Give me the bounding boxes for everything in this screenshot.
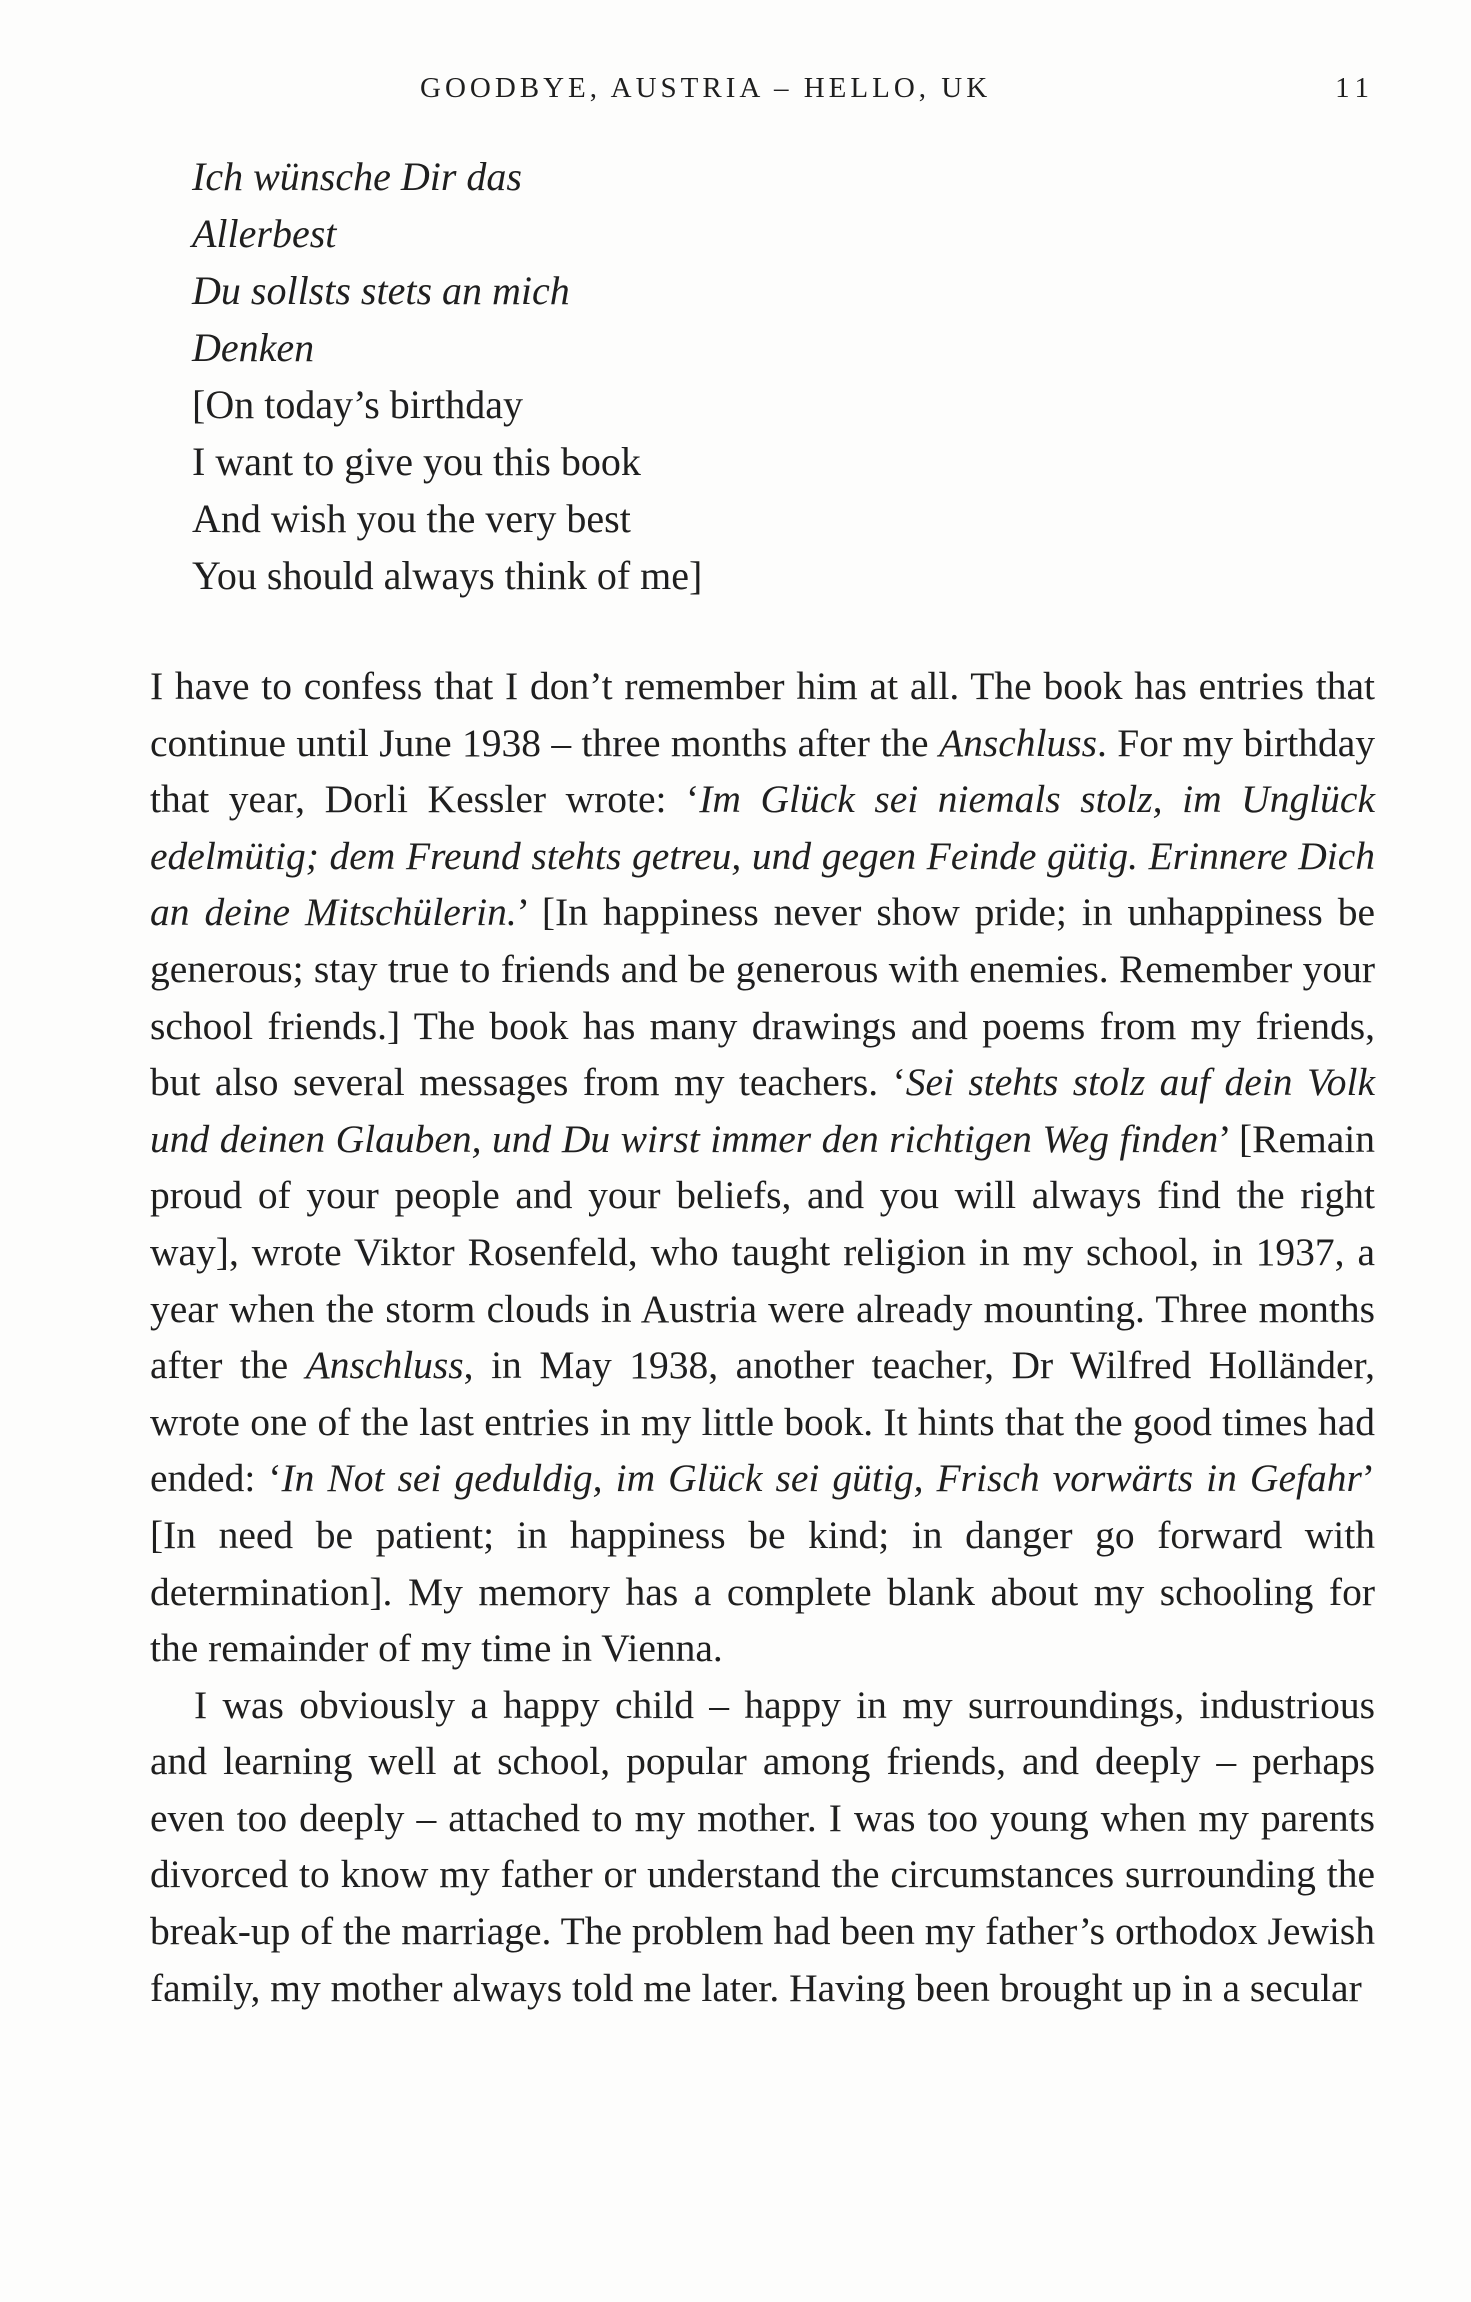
text-run: , in May 1938, another teacher, Dr Wilfred Holländer, wrote one of the last entries in my little book. It hints that the good times had ended: ‘ (150, 1343, 1375, 1501)
german-quote: Sei stehts stolz auf dein Volk und deinen Glauben, und Du wirst immer den richtigen Weg finden (150, 1060, 1375, 1161)
italic-run: Anschluss (938, 720, 1097, 765)
verse-line: I want to give you this book (192, 439, 641, 484)
page-number: 11 (1335, 72, 1375, 104)
german-quote: In Not sei geduldig, im Glück sei gütig, Frisch vorwärts in Gefahr (281, 1456, 1362, 1501)
verse-line: Du sollsts stets an mich (192, 268, 570, 313)
text-run: I have to confess that I don’t remember him at all. The book has entries that continue until June 1938 – three months after the (150, 664, 1375, 765)
text-run: ’ [Remain proud of your people and your beliefs, and you will always find the right way], wrote Viktor Rosenfeld, who taught religion in my school, in 1937, a year when the storm clouds in Austria were already mounting. Three months after the (150, 1116, 1375, 1388)
text-run: ’ [In happiness never show pride; in unhappiness be generous; stay true to friends and be generous with enemies. Remember your school friends.] The book has many drawings and poems from my friends, but also several messages from my teachers. ‘ (150, 890, 1375, 1105)
text-run: . For my birthday that year, Dorli Kessler wrote: ‘ (150, 720, 1375, 822)
verse-line: Allerbest (192, 211, 337, 256)
paragraph (150, 658, 1375, 1677)
verse-line: You should always think of me] (192, 553, 703, 598)
running-head (150, 72, 1375, 122)
verse-line: [On today’s birthday (192, 382, 524, 427)
paragraph: I was obviously a happy child – happy in my surroundings, industrious and learning well at school, popular among friends, and deeply – perhaps even too deeply – attached to my mother. I was too young when my parents divorced to know my father or understand the circumstances surrounding the break-up of the marriage. The problem had been my father’s orthodox Jewish family, my mother always told me later. Having been brought up in a secular (150, 1682, 1375, 2010)
text-run: ’ [In need be patient; in happiness be kind; in danger go forward with determination]. My memory has a complete blank about my schooling for the remainder of my time in Vienna. (150, 1456, 1375, 1671)
german-quote: Im Glück sei niemals stolz, im Unglück edelmütig; dem Freund stehts getreu, und gegen Feinde gütig. Erinnere Dich an deine Mitschülerin. (150, 777, 1375, 935)
verse-line: Ich wünsche Dir das (192, 154, 522, 199)
italic-run: Anschluss (305, 1343, 464, 1388)
verse-block (192, 148, 702, 604)
verse-line: Denken (192, 325, 315, 370)
running-title: GOODBYE, AUSTRIA – HELLO, UK (420, 72, 992, 104)
verse-line: And wish you the very best (192, 496, 631, 541)
body-text (150, 658, 1375, 2016)
